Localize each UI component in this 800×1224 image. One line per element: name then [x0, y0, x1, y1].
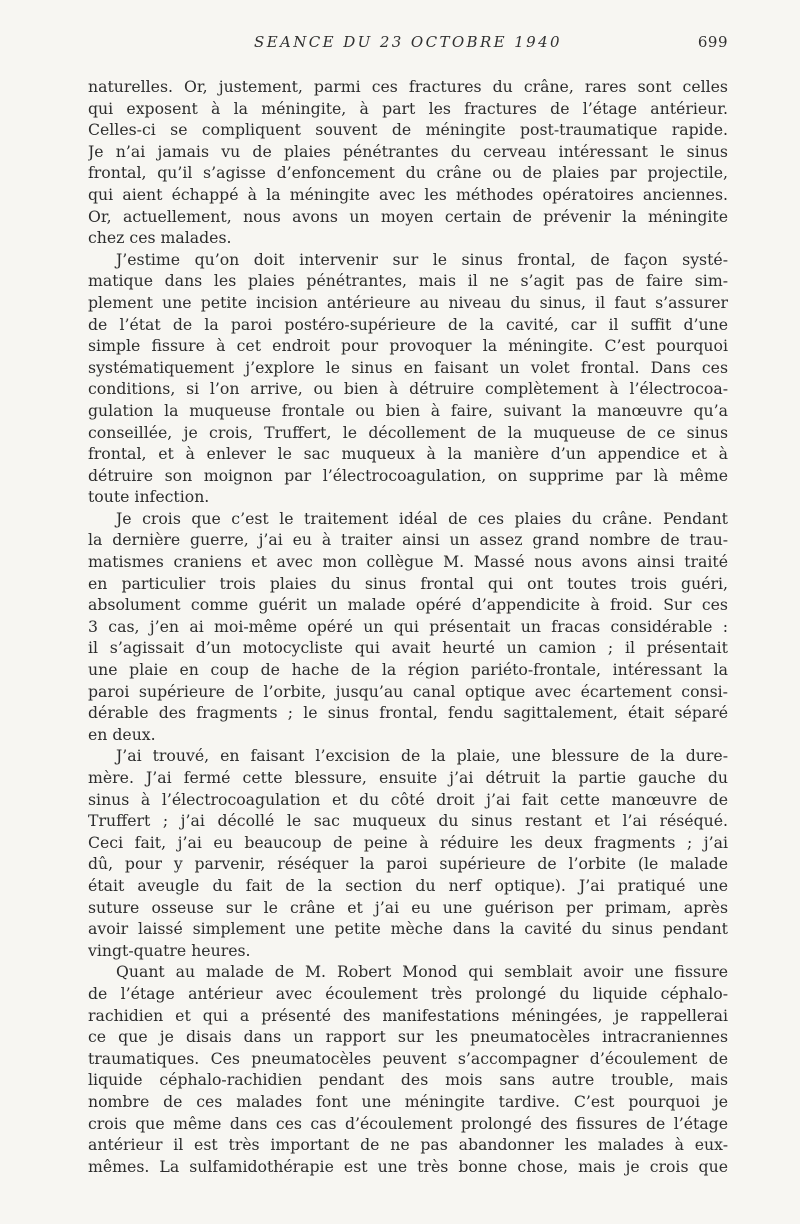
text-line: systématiquement j’explore le sinus en faisant un volet frontal. Dans ces — [88, 357, 728, 377]
header-title: SEANCE DU 23 OCTOBRE 1940 — [254, 33, 562, 51]
paragraph — [88, 76, 728, 141]
text-line: antérieur il est très important de ne pas abandonner les malades à eux- — [88, 1135, 728, 1155]
paragraph — [88, 745, 728, 961]
text-line: chez ces malades. — [88, 228, 232, 248]
text-line: était aveugle du fait de la section du nerf optique). J’ai pratiqué une — [88, 875, 728, 895]
paragraph — [88, 508, 728, 746]
text-line: frontal, et à enlever le sac muqueux à la manière d’un appendice et à — [88, 444, 728, 464]
text-line: qui exposent à la méningite, à part les fractures de l’étage antérieur. — [88, 98, 728, 118]
text-line: J’estime qu’on doit intervenir sur le sinus frontal, de façon systé- — [116, 249, 728, 269]
text-line: conditions, si l’on arrive, ou bien à détruire complètement à l’électrocoa- — [88, 379, 728, 399]
text-line: dérable des fragments ; le sinus frontal, fendu sagittalement, était séparé — [88, 703, 728, 723]
text-line: toute infection. — [88, 487, 210, 507]
text-line: paroi supérieure de l’orbite, jusqu’au canal optique avec écartement consi- — [88, 681, 728, 701]
text-line: crois que même dans ces cas d’écoulement prolongé des fissures de l’étage — [88, 1113, 728, 1133]
text-line: naturelles. Or, justement, parmi ces fractures du crâne, rares sont celles — [88, 77, 728, 96]
text-line: plement une petite incision antérieure au niveau du sinus, il faut s’assurer — [88, 292, 728, 312]
text-line: suture osseuse sur le crâne et j’ai eu une guérison per primam, après — [88, 897, 728, 917]
text-line: ce que je disais dans un rapport sur les pneumatocèles intracraniennes — [88, 1027, 728, 1047]
text-line: Or, actuellement, nous avons un moyen certain de prévenir la méningite — [88, 206, 728, 226]
text-line: de l’état de la paroi postéro-supérieure de la cavité, car il suffit d’une — [88, 314, 728, 334]
paragraph — [88, 249, 728, 508]
text-line: en deux. — [88, 724, 156, 744]
text-line: vingt-quatre heures. — [88, 940, 251, 960]
page-number: 699 — [697, 33, 728, 51]
text-line: Ceci fait, j’ai eu beaucoup de peine à réduire les deux fragments ; j’ai — [88, 832, 728, 852]
paragraph — [88, 141, 728, 249]
paragraph — [88, 961, 728, 1177]
text-line: qui aient échappé à la méningite avec les méthodes opératoires anciennes. — [88, 184, 728, 204]
running-header — [88, 33, 728, 57]
text-line: il s’agissait d’un motocycliste qui avait heurté un camion ; il présentait — [88, 638, 728, 658]
text-line: 3 cas, j’en ai moi-même opéré un qui présentait un fracas considérable : — [88, 616, 728, 636]
text-line: Je crois que c’est le traitement idéal de ces plaies du crâne. Pendant — [116, 508, 728, 528]
text-line: gulation la muqueuse frontale ou bien à faire, suivant la manœuvre qu’a — [88, 400, 728, 420]
text-line: matismes craniens et avec mon collègue M. Massé nous avons ainsi traité — [88, 552, 728, 572]
text-line: une plaie en coup de hache de la région pariéto-frontale, intéressant la — [88, 660, 728, 680]
text-line: Quant au malade de M. Robert Monod qui semblait avoir une fissure — [116, 962, 728, 982]
body-text — [88, 76, 728, 1177]
text-line: Je n’ai jamais vu de plaies pénétrantes du cerveau intéressant le sinus — [88, 141, 728, 161]
text-line: mère. J’ai fermé cette blessure, ensuite j’ai détruit la partie gauche du — [88, 768, 728, 787]
text-line: absolument comme guérit un malade opéré d’appendicite à froid. Sur ces — [88, 595, 728, 615]
text-line: la dernière guerre, j’ai eu à traiter ainsi un assez grand nombre de trau- — [88, 530, 728, 550]
text-line: simple fissure à cet endroit pour provoquer la méningite. C’est pourquoi — [88, 336, 728, 356]
text-line: avoir laissé simplement une petite mèche dans la cavité du sinus pendant — [88, 919, 728, 939]
text-line: rachidien et qui a présenté des manifestations méningées, je rappellerai — [88, 1005, 728, 1025]
text-line: J’ai trouvé, en faisant l’excision de la plaie, une blessure de la dure- — [116, 746, 728, 766]
text-line: Celles-ci se compliquent souvent de méningite post-traumatique rapide. — [88, 120, 728, 140]
text-line: conseillée, je crois, Truffert, le décollement de la muqueuse de ce sinus — [88, 422, 728, 442]
text-line: traumatiques. Ces pneumatocèles peuvent s’accompagner d’écoulement de — [88, 1048, 728, 1068]
text-line: dû, pour y parvenir, réséquer la paroi supérieure de l’orbite (le malade — [88, 854, 728, 874]
text-line: matique dans les plaies pénétrantes, mais il ne s’agit pas de faire sim- — [88, 271, 728, 291]
text-line: de l’étage antérieur avec écoulement très prolongé du liquide céphalo- — [88, 983, 728, 1003]
text-line: nombre de ces malades font une méningite tardive. C’est pourquoi je — [88, 1091, 728, 1111]
text-line: mêmes. La sulfamidothérapie est une très bonne chose, mais je crois que — [88, 1156, 728, 1176]
text-line: sinus à l’électrocoagulation et du côté droit j’ai fait cette manœuvre de — [88, 789, 728, 809]
text-line: frontal, qu’il s’agisse d’enfoncement du crâne ou de plaies par projectile, — [88, 163, 728, 183]
text-line: en particulier trois plaies du sinus frontal qui ont toutes trois guéri, — [88, 573, 728, 593]
text-line: Truffert ; j’ai décollé le sac muqueux du sinus restant et l’ai réséqué. — [88, 811, 728, 831]
text-line: détruire son moignon par l’électrocoagulation, on supprime par là même — [88, 465, 728, 485]
text-line: liquide céphalo-rachidien pendant des mois sans autre trouble, mais — [88, 1070, 728, 1090]
